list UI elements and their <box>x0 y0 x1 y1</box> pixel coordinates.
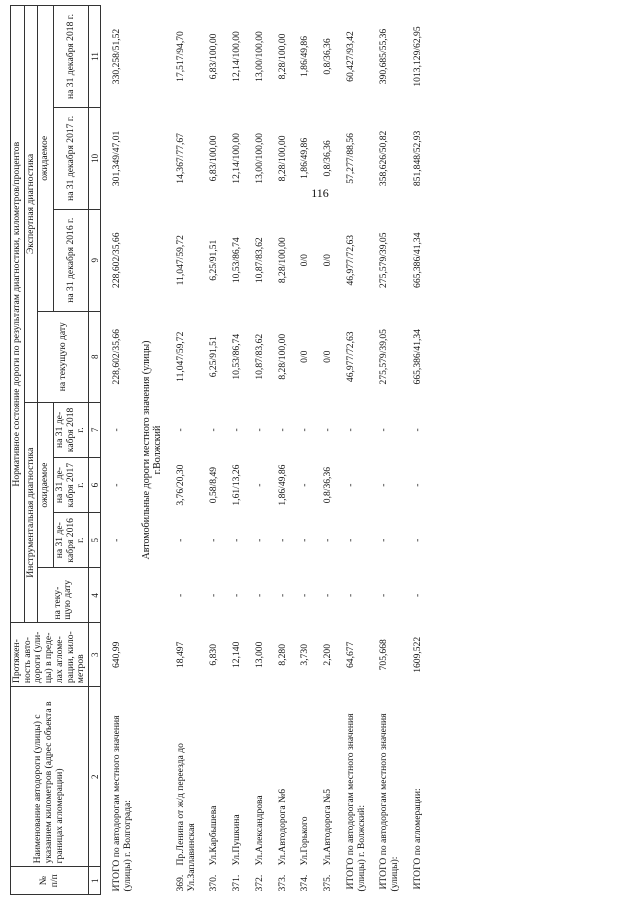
cell-c11: 8,28/100,00 <box>276 33 288 80</box>
cell-c10: 0,8/36,36 <box>322 140 334 177</box>
cell-c5: - <box>378 538 390 542</box>
cell-c4: - <box>378 593 390 597</box>
cell-c11: 330,258/51,52 <box>111 28 123 85</box>
row-label: Ул.Горького <box>299 816 311 866</box>
table-row <box>231 6 244 895</box>
cell-c8: 0/0 <box>299 350 311 363</box>
cell-c8: 228,602/35,66 <box>111 329 123 385</box>
cell-c5: - <box>276 538 288 542</box>
row-number: 371. <box>231 874 243 892</box>
cell-c8: 11,047/59,72 <box>174 331 186 382</box>
header-col-name: Наименование автодороги (улицы) с указанием километров (адрес объекта в границах агломерации) <box>11 687 89 867</box>
row-length: 3,730 <box>299 644 311 666</box>
row-label: Ул.Карбышева <box>208 805 220 866</box>
table-row <box>254 6 267 895</box>
cell-c6: - <box>411 483 423 487</box>
cell-c6: 1,86/49,86 <box>276 464 288 506</box>
row-number: 370. <box>208 874 220 892</box>
cell-c6: 0,8/36,36 <box>322 466 334 504</box>
table-header <box>11 6 101 895</box>
row-number: 372. <box>253 874 265 892</box>
row-length: 640,99 <box>111 641 123 668</box>
row-length: 6,830 <box>208 644 220 666</box>
cell-c4: - <box>231 593 243 597</box>
row-name <box>175 687 198 895</box>
cell-c8: 8,28/100,00 <box>276 333 288 380</box>
cell-c11: 60,427/93,42 <box>344 31 356 82</box>
cell-c9: 10,53/86,74 <box>231 237 243 284</box>
table-row <box>322 6 335 895</box>
cell-c6: - <box>344 483 356 487</box>
cell-c7: - <box>111 428 123 432</box>
header-exp-expected: ожидаемое <box>38 6 53 312</box>
column-number: 10 <box>89 107 101 209</box>
table-row <box>111 6 134 895</box>
row-length: 12,140 <box>231 641 243 668</box>
cell-c10: 12,14/100,00 <box>231 133 243 184</box>
cell-c5: - <box>111 538 123 542</box>
cell-c7: - <box>378 428 390 432</box>
row-number: 373. <box>276 874 288 892</box>
cell-c7: - <box>208 428 220 432</box>
cell-c11: 17,517/94,70 <box>174 31 186 82</box>
cell-c7: - <box>253 428 265 432</box>
row-label: ИТОГО по автодорогам местного значения (улицы): <box>378 713 401 892</box>
cell-c9: 8,28/100,00 <box>276 237 288 284</box>
table-row <box>175 6 198 895</box>
row-length: 18,497 <box>174 641 186 668</box>
cell-c6: - <box>111 483 123 487</box>
column-number: 7 <box>89 402 101 457</box>
cell-c5: - <box>344 538 356 542</box>
column-number: 1 <box>89 867 101 895</box>
road-condition-table <box>10 5 425 895</box>
cell-c10: 8,28/100,00 <box>276 135 288 182</box>
cell-c9: 6,25/91,51 <box>208 239 220 281</box>
row-label: ИТОГО по агломерации: <box>411 788 423 890</box>
table-row <box>208 6 221 895</box>
cell-c6: - <box>299 483 311 487</box>
column-number: 2 <box>89 687 101 867</box>
header-exp-current: на текущую дату <box>38 311 89 402</box>
header-instr-2016: на 31 де-кабря 2016 г. <box>53 513 88 568</box>
section-row <box>135 6 165 895</box>
cell-c6: 0,58/8,49 <box>208 466 220 504</box>
cell-c4: - <box>208 593 220 597</box>
cell-c9: 46,977/72,63 <box>344 234 356 286</box>
cell-c5: - <box>174 538 186 542</box>
row-label: Ул.Автодорога №5 <box>322 788 334 866</box>
cell-c5: - <box>411 538 423 542</box>
cell-c11: 6,83/100,00 <box>208 33 220 80</box>
row-length: 64,677 <box>344 641 356 668</box>
row-length: 8,280 <box>276 644 288 666</box>
column-number: 8 <box>89 311 101 402</box>
cell-c4: - <box>411 593 423 597</box>
cell-c10: 851,848/52,93 <box>411 130 423 187</box>
column-number-row <box>89 6 101 895</box>
cell-c11: 1,86/49,86 <box>299 35 311 78</box>
cell-c8: 6,25/91,51 <box>208 336 220 378</box>
row-name <box>277 687 290 895</box>
table-row <box>378 6 401 895</box>
cell-c6: - <box>253 483 265 487</box>
table-row <box>277 6 290 895</box>
cell-c8: 46,977/72,63 <box>344 331 356 383</box>
cell-c8: 10,87/83,62 <box>253 333 265 380</box>
cell-c4: - <box>299 593 311 597</box>
row-name <box>254 687 267 895</box>
cell-c5: - <box>299 538 311 542</box>
cell-c7: - <box>322 428 334 432</box>
cell-c9: 228,602/35,66 <box>111 232 123 288</box>
table-row <box>345 6 368 895</box>
cell-c7: - <box>174 428 186 432</box>
cell-c9: 10,87/83,62 <box>253 237 265 284</box>
cell-c5: - <box>208 538 220 542</box>
cell-c10: 57,277/88,56 <box>344 133 356 184</box>
cell-c4: - <box>322 593 334 597</box>
cell-c10: 6,83/100,00 <box>208 135 220 182</box>
header-instr-2017: на 31 де-кабря 2017 г. <box>53 458 88 513</box>
cell-c4: - <box>253 593 265 597</box>
row-length: 13,000 <box>253 641 265 668</box>
row-label: Пр.Ленина от ж/д переезда до Ул.Заплавинская <box>174 743 197 892</box>
row-length: 1609,522 <box>411 636 423 673</box>
column-number: 3 <box>89 623 101 687</box>
column-number: 9 <box>89 209 101 311</box>
row-number: 369. <box>174 874 186 892</box>
row-number: 374. <box>299 874 311 892</box>
header-instr-current: на теку-щую дату <box>38 568 89 623</box>
cell-c9: 0/0 <box>322 254 334 267</box>
header-group-main: Нормативное состояние дороги по результатам диагностики, километров/процентов <box>11 6 25 623</box>
header-group-expert: Экспертная диагностика <box>24 6 38 403</box>
cell-c6: 3,76/20,30 <box>174 464 186 506</box>
header-instr-expected: ожидаемое <box>38 402 53 567</box>
header-exp-2016: на 31 декабря 2016 г. <box>53 209 88 311</box>
row-label: ИТОГО по автодорогам местного значения (улицы) г. Волжский: <box>344 713 367 892</box>
cell-c9: 275,579/39,05 <box>378 232 390 288</box>
cell-c9: 0/0 <box>299 254 311 267</box>
row-length: 705,668 <box>378 639 390 671</box>
cell-c8: 0/0 <box>322 350 334 363</box>
cell-c10: 13,00/100,00 <box>253 133 265 184</box>
row-name: ИТОГО по автодорогам местного значения (улицы) г. Волгограда: <box>111 715 133 892</box>
row-name <box>378 687 401 895</box>
cell-c11: 13,00/100,00 <box>253 31 265 82</box>
cell-c7: - <box>411 428 423 432</box>
column-number: 6 <box>89 458 101 513</box>
cell-c11: 390,685/55,36 <box>378 28 390 85</box>
cell-c4: - <box>174 593 186 597</box>
cell-c4: - <box>344 593 356 597</box>
cell-c6: 1,61/13,26 <box>231 464 243 506</box>
table-row <box>412 6 425 895</box>
row-label: Ул.Александрова <box>253 795 265 866</box>
cell-c4 <box>111 568 134 623</box>
column-number: 4 <box>89 568 101 623</box>
cell-c5: - <box>253 538 265 542</box>
row-number: 375. <box>322 874 334 892</box>
header-group-instr: Инструментальная диагностика <box>24 402 38 623</box>
row-length: 2,200 <box>322 644 334 666</box>
header-exp-2017: на 31 декабря 2017 г. <box>53 107 88 209</box>
cell-c11: 1013,129/62,95 <box>411 26 423 87</box>
cell-c9: 665,386/41,34 <box>411 232 423 288</box>
cell-c10: 358,626/50,82 <box>378 130 390 187</box>
cell-c7: - <box>231 428 243 432</box>
table-body <box>101 6 165 895</box>
cell-c8: 275,579/39,05 <box>378 329 390 385</box>
row-label: Ул.Пушкина <box>231 814 243 866</box>
cell-c8: 10,53/86,74 <box>231 333 243 380</box>
cell-c8: 665,386/41,34 <box>411 329 423 385</box>
cell-c7: - <box>299 428 311 432</box>
header-col-length: Протяжен-ность авто-дороги (ули-цы) в преде-лах агломе-рации, кило-метров <box>11 623 89 687</box>
row-label: Ул.Автодорога №6 <box>276 788 288 866</box>
cell-c6: - <box>378 483 390 487</box>
row-name <box>208 687 221 895</box>
row-name <box>345 687 368 895</box>
cell-c5: - <box>322 538 334 542</box>
cell-c10: 1,86/49,86 <box>299 137 311 179</box>
section-title: Автомобильные дороги местного значения (улицы) г.Волжский <box>140 340 163 560</box>
header-exp-2018: на 31 декабря 2018 г. <box>53 6 88 108</box>
row-name <box>299 687 312 895</box>
cell-c9: 11,047/59,72 <box>174 235 186 286</box>
cell-c5: - <box>231 538 243 542</box>
row-name <box>322 687 335 895</box>
column-number: 5 <box>89 513 101 568</box>
page-number: 116 <box>311 186 329 200</box>
table-row <box>299 6 312 895</box>
cell-c11: 12,14/100,00 <box>231 31 243 82</box>
cell-c11: 0,8/36,36 <box>322 38 334 75</box>
rotated-table-container <box>10 5 625 895</box>
row-name <box>412 687 425 895</box>
row-name <box>231 687 244 895</box>
cell-c7: - <box>344 428 356 432</box>
cell-c10: 301,349/47,01 <box>111 130 123 187</box>
table-body-volzhsky <box>165 6 425 895</box>
header-instr-2018: на 31 де-кабря 2018 г. <box>53 402 88 457</box>
column-number: 11 <box>89 6 101 108</box>
cell-c7: - <box>276 428 288 432</box>
cell-c4: - <box>276 593 288 597</box>
header-col-no: № п/п <box>11 867 89 895</box>
cell-c10: 14,367/77,67 <box>174 133 186 184</box>
